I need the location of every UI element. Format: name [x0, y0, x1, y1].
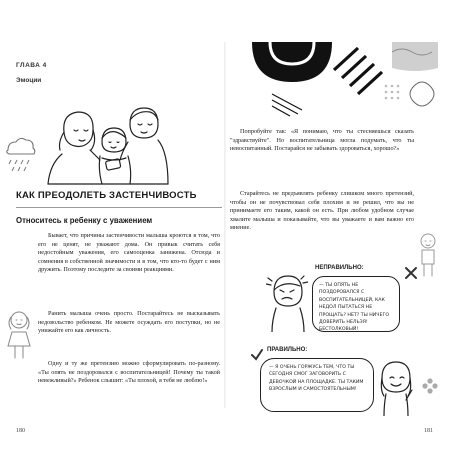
smiling-mother-illustration — [376, 360, 416, 416]
girl-doodle-icon — [4, 308, 34, 364]
page-number-right: 181 — [424, 428, 433, 434]
subheading: Относитесь к ребенку с уважением — [16, 216, 153, 225]
section-divider — [16, 207, 222, 208]
paragraph-5: Старайтесь не предъявлять ребенку слишком много претензий, чтобы он не почувствовал себя плохим и не решил, что вы не принимаете его таким, какой он есть. При любом удобном случае хвалите малыша и показывайте, что вы уважаете и вам важно его мнение. — [230, 190, 414, 232]
page-number-left: 180 — [16, 428, 25, 434]
flower-doodle-icon — [422, 378, 438, 394]
paragraph-2: Ранить малыша очень просто. Постарайтесь не высказывать недовольство ребенком. Не можете осуждать его поступки, но не унижайте его как личность. — [38, 310, 220, 335]
wrong-example-bubble — [312, 265, 400, 333]
right-example-text: — Я ОЧЕНЬ ГОРЖУСЬ ТЕМ, ЧТО ТЫ СЕГОДНЯ СМОГ ЗАГОВОРИТЬ С ДЕВОЧКОЙ НА ПЛОЩАДКЕ. ТЫ ТАКИМ ВЗРОСЛЫМ И САМОСТОЯТЕЛЬНЫМ! — [269, 365, 364, 393]
paragraph-4: Попробуйте так: «Я понимаю, что ты стесняешься сказать "здравствуйте". Но воспитательница могла подумать, что ты невоспитанный. Постарайся не забывать здороваться, хорошо?» — [230, 128, 414, 153]
left-page — [12, 42, 225, 434]
upset-mother-illustration — [266, 272, 308, 332]
family-illustration — [42, 102, 172, 186]
wrong-example-text: — ТЫ ОПЯТЬ НЕ ПОЗДОРОВАЛСЯ С ВОСПИТАТЕЛЬНИЦЕЙ, КАК НЕДОЛ ПЫТАТЬСЯ НЕ ПРОЩАТЬ? НЕТ? ТЫ НИЧЕГО ДОВЕРИТЬ НЕЛЬЗЯ! БЕСТОЛКОВЫЙ! — [319, 283, 390, 333]
wrong-example-label: НЕПРАВИЛЬНО: — [315, 265, 364, 271]
wrong-cross-icon — [404, 266, 418, 280]
paragraph-3: Одну и ту же претензию можно сформулировать по-разному. «Ты опять не поздоровался с воспитательницей! Почему ты такой невежливый?» Ребенок слышит: «Ты плохой, я тебя не люблю!» — [38, 360, 220, 385]
paragraph-1: Бывает, что причины застенчивости малыша кроются в том, что его не ценят, не уважают дома. Он привык считать себя недостойным уважения, его самооценка занижена. Отсюда и сомнения в собственной значимости и в том, что кто-то будет с ним дружить. Поэтому последите за своими реакциями. — [38, 232, 220, 274]
chapter-label: ГЛАВА 4 — [16, 62, 47, 69]
right-example-label: ПРАВИЛЬНО: — [267, 347, 308, 353]
abstract-pattern-decoration — [242, 42, 438, 120]
right-example-bubble — [260, 347, 374, 412]
boy-doodle-icon — [416, 232, 440, 280]
section-title: КАК ПРЕОДОЛЕТЬ ЗАСТЕНЧИВОСТЬ — [16, 190, 197, 201]
right-page — [226, 42, 438, 434]
chapter-name: Эмоции — [16, 77, 42, 84]
correct-check-icon — [250, 348, 264, 362]
rain-cloud-doodle-icon — [2, 134, 36, 174]
